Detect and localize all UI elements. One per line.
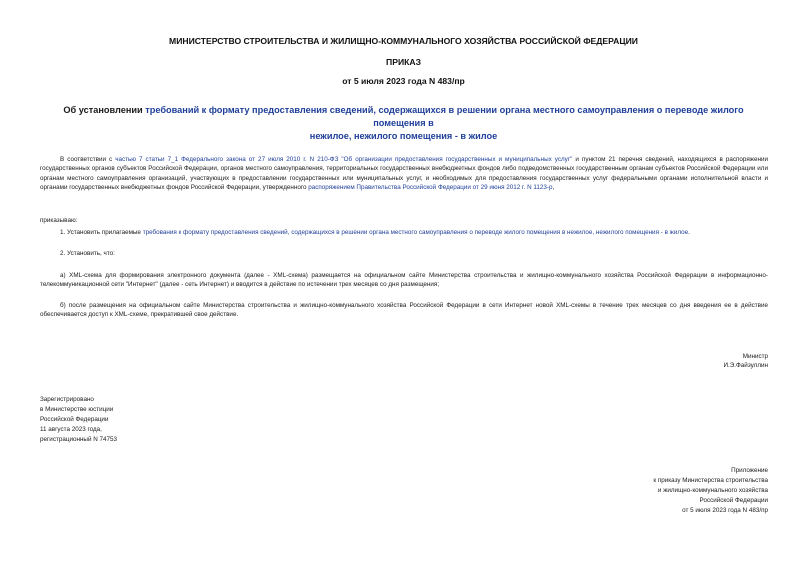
signature-position: Министр bbox=[742, 353, 768, 360]
appendix-line: к приказу Министерства строительства bbox=[653, 477, 768, 484]
registration-line: Российской Федерации bbox=[40, 416, 109, 423]
ministry-heading: МИНИСТЕРСТВО СТРОИТЕЛЬСТВА И ЖИЛИЩНО-КОММУНАЛЬНОГО ХОЗЯЙСТВА РОССИЙСКОЙ ФЕДЕРАЦИИ bbox=[169, 36, 638, 46]
preamble-paragraph bbox=[40, 155, 768, 193]
doc-type-heading: ПРИКАЗ bbox=[386, 57, 421, 67]
title-link-continuation[interactable]: нежилое, нежилого помещения - в жилое bbox=[309, 131, 498, 141]
registration-line: 11 августа 2023 года, bbox=[40, 426, 102, 433]
item-1-paragraph bbox=[60, 228, 768, 237]
federal-law-link[interactable]: частью 7 статьи 7_1 Федерального закона от 27 июля 2010 г. N 210-ФЗ "Об организации предоставления государственных и муниципальных услуг" bbox=[115, 156, 573, 163]
appendix-line: и жилищно-коммунального хозяйства bbox=[657, 487, 768, 494]
appendix-line: от 5 июля 2023 года N 483/пр bbox=[682, 507, 768, 514]
document-title bbox=[40, 104, 767, 143]
item-a-paragraph: а) XML-схема для формирования электронного документа (далее - XML-схема) размещается на официальном сайте Министерства строительства и жилищно-коммунального хозяйства Российской Федерации в информационно-телекоммуникационной сети "Интернет" (далее - сеть Интернет) и вводится в действие по истечении трех месяцев со дня размещения; bbox=[40, 272, 768, 289]
requirements-link[interactable]: требования к формату предоставления сведений, содержащихся в решении органа местного самоуправления о переводе жилого помещения в нежилое, нежилого помещения - в жилое bbox=[142, 229, 689, 236]
registration-line: Зарегистрировано bbox=[40, 396, 94, 403]
item-2-paragraph: 2. Установить, что: bbox=[60, 250, 115, 257]
appendix-line: Приложение bbox=[731, 467, 768, 474]
doc-date-number: от 5 июля 2023 года N 483/пр bbox=[342, 76, 465, 86]
signature-block bbox=[560, 352, 768, 371]
government-order-link[interactable]: распоряжением Правительства Российской Федерации от 29 июня 2012 г. N 1123-р bbox=[308, 184, 553, 192]
registration-block bbox=[40, 395, 117, 445]
registration-line: регистрационный N 74753 bbox=[40, 436, 118, 443]
item-1-end: . bbox=[688, 229, 690, 236]
preamble-text-1: В соответствии с bbox=[60, 156, 116, 163]
preamble-text-3: , bbox=[552, 184, 555, 192]
title-prefix: Об установлении bbox=[63, 105, 146, 115]
item-1-text: 1. Установить прилагаемые bbox=[60, 229, 143, 236]
order-word: приказываю: bbox=[40, 217, 78, 224]
preamble-text-2: и пунктом 21 перечня сведений, находящихся в распоряжении государственных органов субъектов Российской Федерации, органов местного самоуправления, территориальных государственных внебюджетных фондов либо подведомственных государственным органам субъектов Российской Федерации или органам местного самоуправления организаций, участвующих в предоставлении государственных или муниципальных услуг, и необходимых для предоставления государственных услуг федеральными органами исполнительной власти и органами государственных внебюджетных фондов Российской Федерации, утвержденного bbox=[40, 156, 768, 192]
title-link[interactable]: требований к формату предоставления сведений, содержащихся в решении органа местного самоуправления о переводе жилого помещения в bbox=[145, 105, 744, 128]
registration-line: в Министерстве юстиции bbox=[40, 406, 114, 413]
appendix-line: Российской Федерации bbox=[699, 497, 768, 504]
signature-name: И.Э.Файзуллин bbox=[723, 362, 768, 370]
item-b-paragraph: б) после размещения на официальном сайте Министерства строительства и жилищно-коммунального хозяйства Российской Федерации в сети Интернет новой XML-схемы в течение трех месяцев со дня введения ее в действие обеспечивается доступ к XML-схеме, прекратившей свое действие. bbox=[40, 302, 768, 319]
appendix-block bbox=[520, 466, 768, 516]
